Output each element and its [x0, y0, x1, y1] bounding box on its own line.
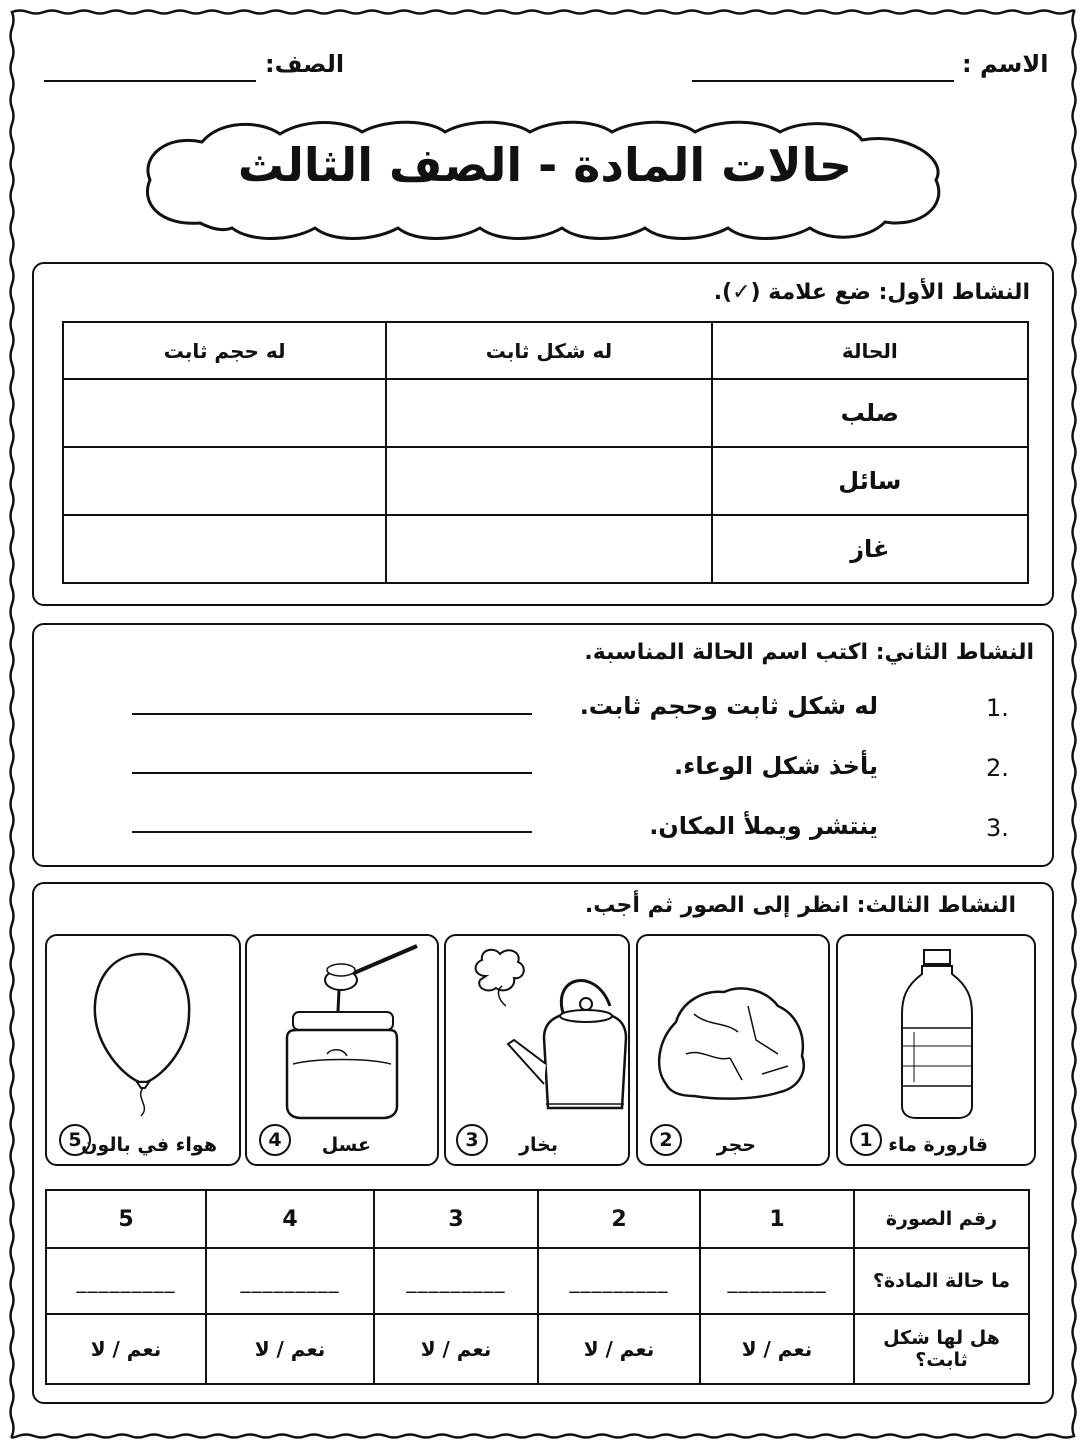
picture-card-1	[836, 934, 1036, 1166]
yes-no-choice[interactable]: نعم / لا	[46, 1314, 206, 1384]
activity3-heading: النشاط الثالث: انظر إلى الصور ثم أجب.	[584, 893, 1016, 918]
check-cell[interactable]	[63, 379, 386, 447]
question-number: 2.	[986, 754, 1009, 782]
picture-number: 2	[538, 1190, 700, 1248]
yes-no-choice[interactable]: نعم / لا	[700, 1314, 854, 1384]
check-cell[interactable]	[386, 447, 711, 515]
state-answer-blank[interactable]: _________	[700, 1248, 854, 1314]
page-title: حالات المادة - الصف الثالث	[237, 138, 853, 192]
yes-no-choice[interactable]: نعم / لا	[206, 1314, 374, 1384]
picture-caption: بخار	[519, 1134, 558, 1156]
picture-number: 3	[374, 1190, 538, 1248]
answer-line[interactable]	[132, 772, 532, 774]
picture-card-5	[45, 934, 241, 1166]
picture-number: 5	[46, 1190, 206, 1248]
question-number: 3.	[986, 814, 1009, 842]
picture-caption: قارورة ماء	[888, 1134, 988, 1156]
picture-number-badge: 2	[650, 1124, 682, 1156]
yes-no-choice[interactable]: نعم / لا	[538, 1314, 700, 1384]
class-label: الصف:	[265, 50, 345, 78]
activity1-heading: النشاط الأول: ضع علامة (✓).	[713, 280, 1030, 305]
state-gas: غاز	[712, 515, 1028, 583]
state-answer-blank[interactable]: _________	[374, 1248, 538, 1314]
question-text: يأخذ شكل الوعاء.	[674, 752, 878, 780]
picture-number-badge: 5	[59, 1124, 91, 1156]
col-header-shape: له شكل ثابت	[386, 322, 711, 379]
state-liquid: سائل	[712, 447, 1028, 515]
question-text: ينتشر ويملأ المكان.	[649, 812, 878, 840]
picture-card-4	[245, 934, 439, 1166]
picture-number-badge: 4	[259, 1124, 291, 1156]
answer-line[interactable]	[132, 831, 532, 833]
activity3-table	[45, 1189, 1030, 1385]
check-cell[interactable]	[386, 379, 711, 447]
state-answer-blank[interactable]: _________	[46, 1248, 206, 1314]
activity1-table	[62, 321, 1029, 584]
check-cell[interactable]	[386, 515, 711, 583]
row-header-state: ما حالة المادة؟	[854, 1248, 1029, 1314]
picture-caption: عسل	[321, 1134, 371, 1156]
row-header-picture-number: رقم الصورة	[854, 1190, 1029, 1248]
state-answer-blank[interactable]: _________	[206, 1248, 374, 1314]
row-header-fixed-shape: هل لها شكل ثابت؟	[854, 1314, 1029, 1384]
picture-caption: حجر	[716, 1134, 756, 1156]
picture-number-badge: 3	[456, 1124, 488, 1156]
class-field-line[interactable]	[44, 80, 256, 82]
answer-line[interactable]	[132, 713, 532, 715]
activity2-heading: النشاط الثاني: اكتب اسم الحالة المناسبة.	[584, 640, 1034, 665]
picture-number-badge: 1	[850, 1124, 882, 1156]
picture-card-3	[444, 934, 630, 1166]
question-number: 1.	[986, 694, 1009, 722]
state-solid: صلب	[712, 379, 1028, 447]
name-field-line[interactable]	[692, 80, 954, 82]
picture-number: 4	[206, 1190, 374, 1248]
state-answer-blank[interactable]: _________	[538, 1248, 700, 1314]
question-text: له شكل ثابت وحجم ثابت.	[579, 692, 878, 720]
col-header-volume: له حجم ثابت	[63, 322, 386, 379]
check-cell[interactable]	[63, 447, 386, 515]
picture-number: 1	[700, 1190, 854, 1248]
yes-no-choice[interactable]: نعم / لا	[374, 1314, 538, 1384]
picture-caption: هواء في بالون	[81, 1134, 217, 1156]
col-header-state: الحالة	[712, 322, 1028, 379]
picture-card-2	[636, 934, 830, 1166]
name-label: الاسم :	[962, 50, 1049, 78]
check-cell[interactable]	[63, 515, 386, 583]
